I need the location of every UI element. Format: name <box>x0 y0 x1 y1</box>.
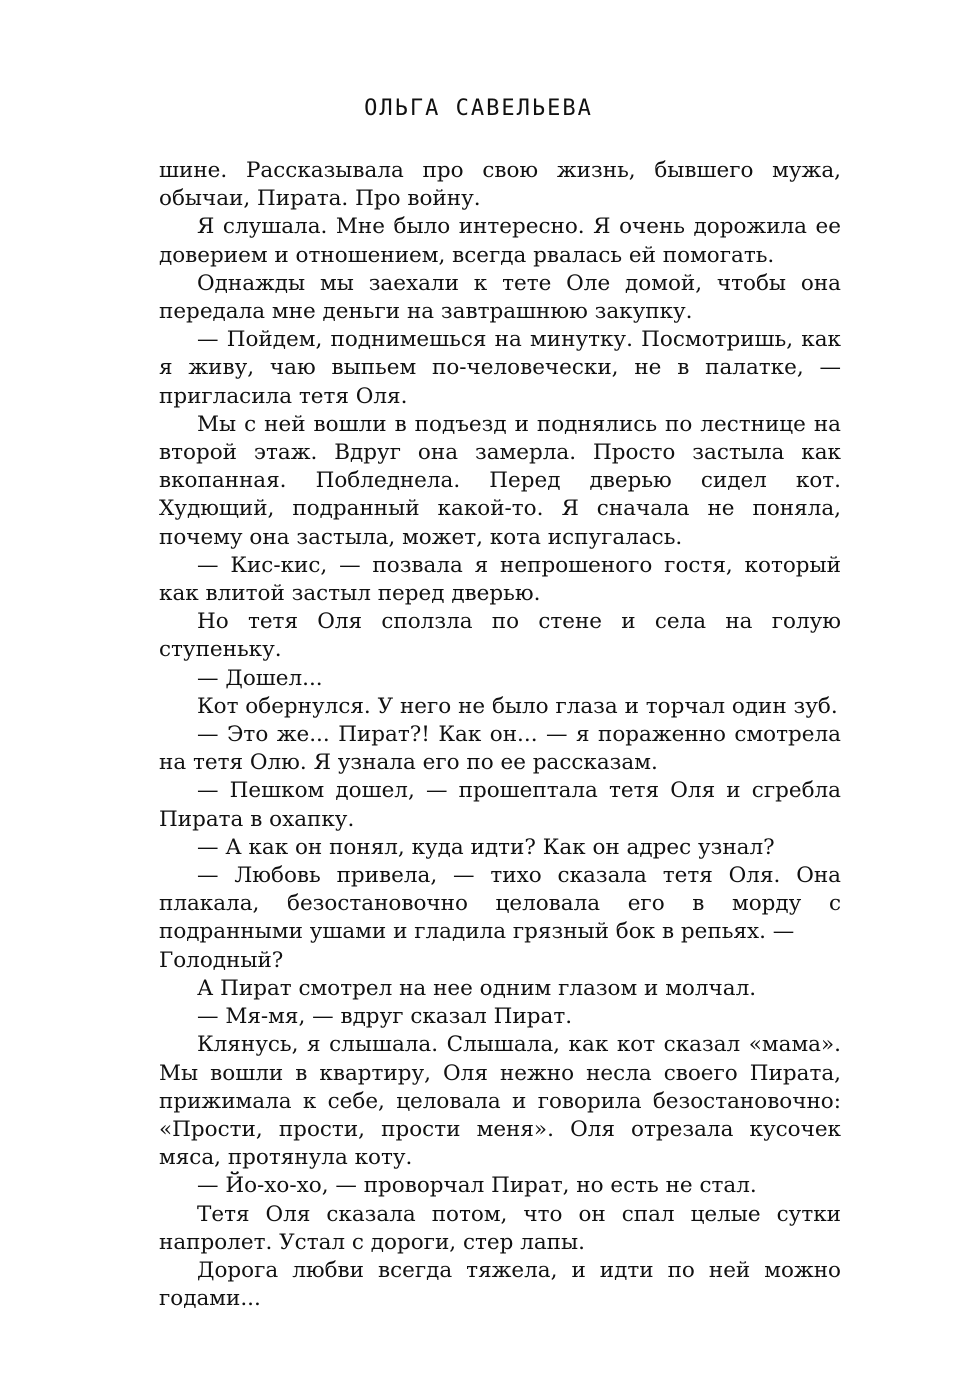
paragraph: Тетя Оля сказала потом, что он спал целые сутки напролет. Устал с дороги, стер лапы. <box>159 1201 841 1255</box>
paragraph: — Это же... Пират?! Как он... — я пораженно смотрела на тетя Олю. Я узнала его по ее рассказам. <box>159 722 841 776</box>
paragraph: А Пират смотрел на нее одним глазом и молчал. <box>197 975 757 1001</box>
paragraph: Мы с ней вошли в подъезд и поднялись по лестнице на второй этаж. Вдруг она замерла. Просто застыла как вкопанная. Побледнела. Перед дверью сидел кот. Худющий, подранный какой-то. Я сначала не поняла, почему она застыла, может, кота испугалась. <box>159 411 841 550</box>
running-header: ОЛЬГА САВЕЛЬЕВА <box>364 96 593 121</box>
paragraph: Я слушала. Мне было интересно. Я очень дорожила ее доверием и отношением, всегда рвалась ей помогать. <box>159 214 841 268</box>
paragraph: — Любовь привела, — тихо сказала тетя Оля. Она плакала, безостановочно целовала его в морду с подранными ушами и гладила грязный бок в репьях. — <box>159 863 841 945</box>
paragraph: Голодный? <box>159 947 284 973</box>
paragraph: Однажды мы заехали к тете Оле домой, чтобы она передала мне деньги на завтрашнюю закупку. <box>159 270 841 325</box>
paragraph: — Кис-кис, — позвала я непрошеного гостя, который как влитой застыл перед дверью. <box>159 552 841 607</box>
paragraph: Клянусь, я слышала. Слышала, как кот сказал «мама». Мы вошли в квартиру, Оля нежно несла своего Пирата, прижимала к себе, целовала и говорила безостановочно: «Прости, прости, прости меня». Оля отрезала кусочек мяса, протянула коту. <box>159 1032 841 1171</box>
paragraph: Но тетя Оля сползла по стене и села на голую ступеньку. <box>159 609 841 663</box>
body-text <box>159 157 841 1313</box>
paragraph: Дорога любви всегда тяжела, и идти по ней можно годами... <box>159 1257 841 1312</box>
paragraph: шине. Рассказывала про свою жизнь, бывшего мужа, обычаи, Пирата. Про войну. <box>159 158 841 212</box>
paragraph: — Йо-хо-хо, — проворчал Пират, но есть не стал. <box>197 1173 757 1199</box>
paragraph: — А как он понял, куда идти? Как он адрес узнал? <box>197 834 775 860</box>
paragraph: — Дошел... <box>197 665 323 691</box>
paragraph: Кот обернулся. У него не было глаза и торчал один зуб. <box>197 693 838 719</box>
paragraph: — Мя-мя, — вдруг сказал Пират. <box>197 1004 573 1030</box>
paragraph: — Пойдем, поднимешься на минутку. Посмотришь, как я живу, чаю выпьем по-человечески, не в палатке, — пригласила тетя Оля. <box>159 327 841 409</box>
paragraph: — Пешком дошел, — прошептала тетя Оля и сгребла Пирата в охапку. <box>159 778 841 832</box>
